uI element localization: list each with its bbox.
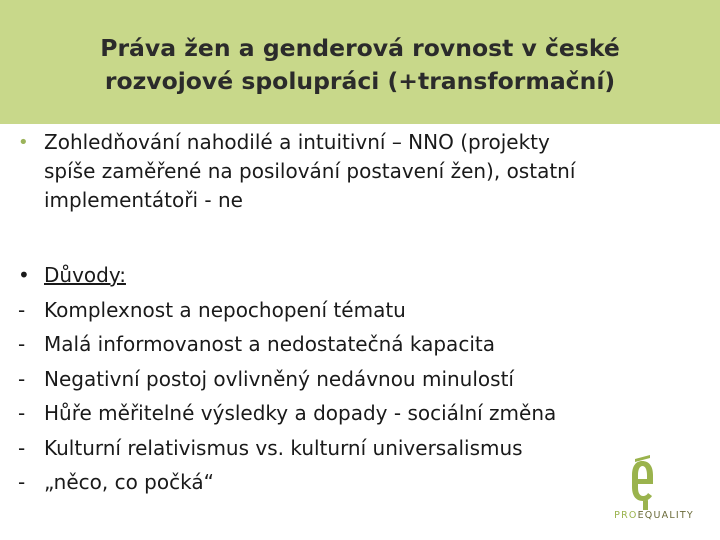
- list-item-text: „něco, co počká“: [44, 470, 214, 494]
- bullet-item: [18, 128, 708, 215]
- reasons-heading: Důvody:: [44, 263, 126, 287]
- bullet-dot-icon: •: [18, 132, 29, 153]
- list-item-text: Komplexnost a nepochopení tématu: [44, 297, 406, 322]
- title-line-1: Práva žen a genderová rovnost v české: [100, 34, 620, 62]
- list-item: [18, 362, 708, 397]
- dash-marker: -: [18, 332, 26, 356]
- title-band: [0, 0, 720, 124]
- bullet-line: implementátoři - ne: [44, 188, 243, 212]
- list-item-text: Malá informovanost a nedostatečná kapacita: [44, 332, 495, 356]
- bullet-line: spíše zaměřené na posilování postavení žen), ostatní: [44, 159, 576, 183]
- list-item-text: Kulturní relativismus vs. kulturní universalismus: [44, 435, 523, 460]
- proequality-emblem-icon: [598, 455, 710, 511]
- logo-wordmark: [598, 510, 710, 521]
- title-line-2: rozvojové spolupráci (+transformační): [104, 67, 616, 95]
- dash-marker: -: [18, 366, 26, 391]
- logo-equality-text: EQUALITY: [637, 510, 694, 521]
- proequality-logo: [598, 455, 710, 525]
- dash-marker: -: [18, 435, 26, 460]
- list-item-text: Negativní postoj ovlivněný nedávnou minulostí: [44, 366, 514, 391]
- reasons-heading-row: [18, 258, 708, 293]
- list-item-text: Hůře měřitelné výsledky a dopady - sociální změna: [44, 401, 557, 425]
- first-bullet: [18, 128, 708, 215]
- list-item: [18, 396, 708, 431]
- bullet-dot-icon: •: [18, 263, 30, 287]
- list-item: [18, 293, 708, 328]
- dash-marker: -: [18, 401, 26, 425]
- logo-pro-text: PRO: [614, 510, 638, 521]
- list-item: [18, 327, 708, 362]
- dash-marker: -: [18, 470, 26, 494]
- bullet-line: Zohledňování nahodilé a intuitivní – NNO (projekty: [44, 130, 550, 154]
- slide-title: [30, 32, 690, 98]
- dash-marker: -: [18, 297, 26, 322]
